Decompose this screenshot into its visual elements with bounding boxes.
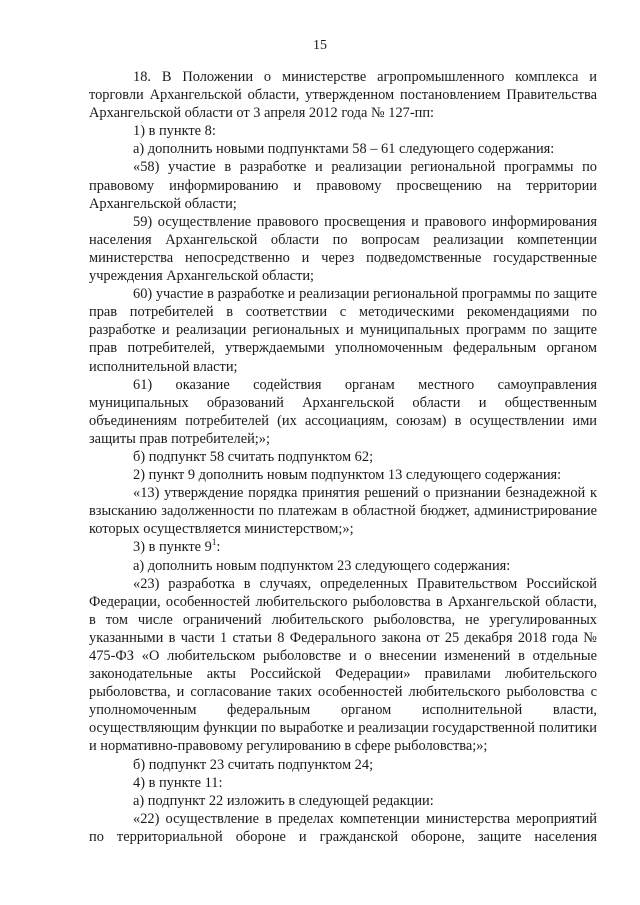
- paragraph-subitem-3: [89, 538, 597, 556]
- paragraph-clause-22: «22) осуществление в пределах компетенции министерства мероприятий по территориальной обороне и гражданской обороне, защите населения: [89, 810, 597, 845]
- paragraph-clause-59: 59) осуществление правового просвещения и правового информирования населения Архангельской области по вопросам реализации компетенции министерства непосредственно и через подведомственные государственные учреждения Архангельской области;: [89, 213, 597, 285]
- paragraph-subitem-1: 1) в пункте 8:: [133, 123, 216, 140]
- paragraph-subitem-a-2: а) дополнить новым подпунктом 23 следующего содержания:: [133, 557, 511, 574]
- paragraph-clause-60: 60) участие в разработке и реализации региональной программы по защите прав потребителей в соответствии с методическими рекомендациями по разработке и реализации региональных и муниципальных программ по защите прав потребителей, утверждаемыми уполномоченным федеральным органом исполнительной власти;: [89, 286, 597, 375]
- paragraph-subitem-3-text: 3) в пункте 9: [133, 539, 212, 556]
- paragraph-subitem-a: а) дополнить новыми подпунктами 58 – 61 следующего содержания:: [133, 141, 555, 158]
- paragraph-subitem-a-3: а) подпункт 22 изложить в следующей редакции:: [133, 792, 434, 809]
- page-number: 15: [313, 38, 327, 53]
- paragraph-clause-23: «23) разработка в случаях, определенных Правительством Российской Федерации, особенностей любительского рыболовства в Архангельской области, в том числе ограничений любительского рыболовства, не урегулированных указанными в части 1 статьи 8 Федерального закона от 25 декабря 2018 года № 475-ФЗ «О любительском рыболовстве и о внесении изменений в отдельные законодательные акты Российской Федерации» правилами любительского рыболовства, и согласование таких особенностей любительского рыболовства с уполномоченным федеральным органом исполнительной власти, осуществляющим функции по выработке и реализации государственной политики и нормативно-правовому регулированию в сфере рыболовства;»;: [89, 575, 597, 755]
- paragraph-subitem-3-suffix: :: [216, 539, 221, 556]
- paragraph-subitem-2: 2) пункт 9 дополнить новым подпунктом 13 следующего содержания:: [133, 467, 562, 484]
- paragraph-clause-58: «58) участие в разработке и реализации региональной программы по правовому информированию и правовому просвещению на территории Архангельской области;: [89, 159, 597, 212]
- paragraph-subitem-b-2: б) подпункт 23 считать подпунктом 24;: [133, 756, 374, 773]
- paragraph-subitem-4: 4) в пункте 11:: [133, 774, 223, 791]
- paragraph-clause-13: «13) утверждение порядка принятия решений о признании безнадежной к взысканию задолженности по платежам в областной бюджет, администрирование которых осуществляется министерством;»;: [89, 485, 597, 538]
- paragraph-clause-61: 61) оказание содействия органам местного самоуправления муниципальных образований Архангельской области и общественным объединениям потребителей (их ассоциациям, союзам) в осуществлении ими защиты прав потребителей;»;: [89, 376, 597, 447]
- superscript-marker: 1: [211, 537, 217, 548]
- paragraph-item-18: 18. В Положении о министерстве агропромышленного комплекса и торговли Архангельской области, утвержденном постановлением Правительства Архангельской области от 3 апреля 2012 года № 127-пп:: [89, 69, 597, 122]
- document-body: [89, 68, 597, 846]
- paragraph-subitem-b: б) подпункт 58 считать подпунктом 62;: [133, 448, 374, 465]
